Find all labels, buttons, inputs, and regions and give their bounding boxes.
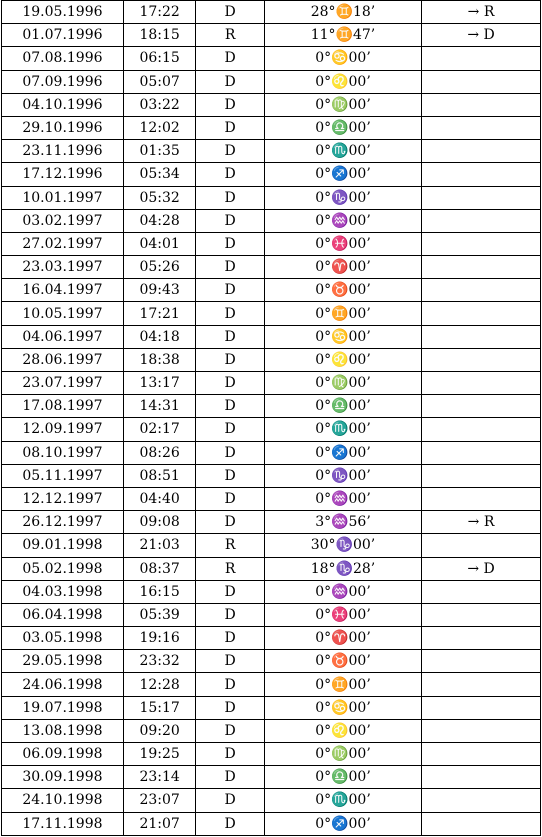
time-cell: 15:17: [123, 696, 196, 719]
note-cell: [422, 650, 541, 673]
table-row: [2, 696, 541, 719]
motion-cell: R: [196, 557, 265, 580]
time-cell: 21:07: [123, 812, 196, 835]
time-cell: 04:40: [123, 487, 196, 510]
time-cell: 02:17: [123, 418, 196, 441]
note-cell: [422, 418, 541, 441]
position-cell: 0°♈00’: [264, 627, 421, 650]
note-cell: [422, 70, 541, 93]
table-row: [2, 1, 541, 24]
date-cell: 29.05.1998: [2, 650, 124, 673]
date-cell: 28.06.1997: [2, 348, 124, 371]
position-cell: 0°♐00’: [264, 441, 421, 464]
table-row: [2, 743, 541, 766]
time-cell: 01:35: [123, 140, 196, 163]
motion-cell: D: [196, 256, 265, 279]
ingress-table-body: [2, 1, 541, 836]
time-cell: 18:38: [123, 348, 196, 371]
note-cell: [422, 256, 541, 279]
motion-cell: D: [196, 372, 265, 395]
motion-cell: D: [196, 673, 265, 696]
motion-cell: D: [196, 743, 265, 766]
note-cell: [422, 232, 541, 255]
table-row: [2, 627, 541, 650]
note-cell: [422, 348, 541, 371]
date-cell: 23.07.1997: [2, 372, 124, 395]
date-cell: 08.10.1997: [2, 441, 124, 464]
position-cell: 0°♋00’: [264, 696, 421, 719]
position-cell: 0°♎00’: [264, 766, 421, 789]
time-cell: 17:21: [123, 302, 196, 325]
motion-cell: D: [196, 464, 265, 487]
time-cell: 14:31: [123, 395, 196, 418]
date-cell: 23.03.1997: [2, 256, 124, 279]
date-cell: 30.09.1998: [2, 766, 124, 789]
position-cell: 0°♍00’: [264, 372, 421, 395]
note-cell: [422, 93, 541, 116]
motion-cell: D: [196, 232, 265, 255]
date-cell: 01.07.1996: [2, 24, 124, 47]
motion-cell: D: [196, 209, 265, 232]
motion-cell: R: [196, 24, 265, 47]
motion-cell: D: [196, 1, 265, 24]
note-cell: [422, 186, 541, 209]
table-row: [2, 232, 541, 255]
table-row: [2, 70, 541, 93]
note-cell: [422, 116, 541, 139]
time-cell: 23:07: [123, 789, 196, 812]
date-cell: 26.12.1997: [2, 511, 124, 534]
time-cell: 05:26: [123, 256, 196, 279]
position-cell: 0°♌00’: [264, 719, 421, 742]
note-cell: [422, 209, 541, 232]
table-row: [2, 140, 541, 163]
note-cell: [422, 534, 541, 557]
note-cell: → D: [422, 557, 541, 580]
time-cell: 19:25: [123, 743, 196, 766]
table-row: [2, 209, 541, 232]
note-cell: [422, 47, 541, 70]
position-cell: 0°♓00’: [264, 232, 421, 255]
date-cell: 23.11.1996: [2, 140, 124, 163]
motion-cell: D: [196, 163, 265, 186]
time-cell: 05:34: [123, 163, 196, 186]
table-row: [2, 47, 541, 70]
motion-cell: D: [196, 603, 265, 626]
note-cell: [422, 487, 541, 510]
date-cell: 04.06.1997: [2, 325, 124, 348]
motion-cell: D: [196, 650, 265, 673]
ingress-table: [1, 0, 541, 836]
position-cell: 0°♏00’: [264, 140, 421, 163]
time-cell: 12:02: [123, 116, 196, 139]
position-cell: 0°♌00’: [264, 70, 421, 93]
note-cell: [422, 743, 541, 766]
motion-cell: D: [196, 47, 265, 70]
time-cell: 23:32: [123, 650, 196, 673]
motion-cell: R: [196, 534, 265, 557]
date-cell: 27.02.1997: [2, 232, 124, 255]
position-cell: 0°♏00’: [264, 418, 421, 441]
table-row: [2, 325, 541, 348]
date-cell: 17.12.1996: [2, 163, 124, 186]
position-cell: 0°♎00’: [264, 116, 421, 139]
time-cell: 19:16: [123, 627, 196, 650]
note-cell: [422, 812, 541, 835]
motion-cell: D: [196, 627, 265, 650]
table-row: [2, 116, 541, 139]
note-cell: [422, 441, 541, 464]
position-cell: 0°♒00’: [264, 209, 421, 232]
date-cell: 07.08.1996: [2, 47, 124, 70]
table-row: [2, 557, 541, 580]
time-cell: 05:07: [123, 70, 196, 93]
motion-cell: D: [196, 302, 265, 325]
date-cell: 17.11.1998: [2, 812, 124, 835]
table-row: [2, 580, 541, 603]
time-cell: 09:08: [123, 511, 196, 534]
date-cell: 07.09.1996: [2, 70, 124, 93]
date-cell: 19.05.1996: [2, 1, 124, 24]
note-cell: [422, 580, 541, 603]
position-cell: 0°♑00’: [264, 186, 421, 209]
date-cell: 03.05.1998: [2, 627, 124, 650]
date-cell: 24.10.1998: [2, 789, 124, 812]
motion-cell: D: [196, 487, 265, 510]
time-cell: 09:43: [123, 279, 196, 302]
time-cell: 05:32: [123, 186, 196, 209]
motion-cell: D: [196, 140, 265, 163]
note-cell: [422, 372, 541, 395]
motion-cell: D: [196, 580, 265, 603]
note-cell: → R: [422, 511, 541, 534]
time-cell: 04:28: [123, 209, 196, 232]
position-cell: 3°♒56’: [264, 511, 421, 534]
time-cell: 06:15: [123, 47, 196, 70]
table-row: [2, 395, 541, 418]
position-cell: 0°♌00’: [264, 348, 421, 371]
motion-cell: D: [196, 348, 265, 371]
note-cell: [422, 325, 541, 348]
table-row: [2, 719, 541, 742]
table-row: [2, 418, 541, 441]
note-cell: [422, 279, 541, 302]
table-row: [2, 650, 541, 673]
position-cell: 18°♑28’: [264, 557, 421, 580]
motion-cell: D: [196, 325, 265, 348]
date-cell: 09.01.1998: [2, 534, 124, 557]
table-row: [2, 279, 541, 302]
motion-cell: D: [196, 511, 265, 534]
time-cell: 12:28: [123, 673, 196, 696]
position-cell: 0°♑00’: [264, 464, 421, 487]
note-cell: → R: [422, 1, 541, 24]
time-cell: 08:51: [123, 464, 196, 487]
position-cell: 0°♉00’: [264, 279, 421, 302]
motion-cell: D: [196, 719, 265, 742]
table-row: [2, 256, 541, 279]
date-cell: 05.02.1998: [2, 557, 124, 580]
note-cell: [422, 302, 541, 325]
position-cell: 0°♊00’: [264, 302, 421, 325]
date-cell: 16.04.1997: [2, 279, 124, 302]
position-cell: 0°♍00’: [264, 743, 421, 766]
position-cell: 30°♑00’: [264, 534, 421, 557]
table-row: [2, 24, 541, 47]
time-cell: 09:20: [123, 719, 196, 742]
motion-cell: D: [196, 70, 265, 93]
note-cell: [422, 627, 541, 650]
table-row: [2, 766, 541, 789]
table-row: [2, 789, 541, 812]
position-cell: 0°♋00’: [264, 47, 421, 70]
time-cell: 04:01: [123, 232, 196, 255]
table-row: [2, 603, 541, 626]
note-cell: [422, 140, 541, 163]
table-row: [2, 163, 541, 186]
position-cell: 0°♋00’: [264, 325, 421, 348]
time-cell: 03:22: [123, 93, 196, 116]
date-cell: 10.01.1997: [2, 186, 124, 209]
date-cell: 04.10.1996: [2, 93, 124, 116]
date-cell: 06.09.1998: [2, 743, 124, 766]
note-cell: [422, 719, 541, 742]
table-row: [2, 812, 541, 835]
position-cell: 0°♎00’: [264, 395, 421, 418]
date-cell: 03.02.1997: [2, 209, 124, 232]
position-cell: 0°♐00’: [264, 163, 421, 186]
position-cell: 0°♓00’: [264, 603, 421, 626]
note-cell: [422, 789, 541, 812]
motion-cell: D: [196, 441, 265, 464]
time-cell: 04:18: [123, 325, 196, 348]
motion-cell: D: [196, 395, 265, 418]
position-cell: 0°♈00’: [264, 256, 421, 279]
date-cell: 29.10.1996: [2, 116, 124, 139]
motion-cell: D: [196, 789, 265, 812]
table-row: [2, 441, 541, 464]
time-cell: 08:37: [123, 557, 196, 580]
note-cell: [422, 673, 541, 696]
table-row: [2, 511, 541, 534]
time-cell: 21:03: [123, 534, 196, 557]
position-cell: 0°♒00’: [264, 487, 421, 510]
position-cell: 0°♉00’: [264, 650, 421, 673]
table-row: [2, 186, 541, 209]
table-row: [2, 372, 541, 395]
table-row: [2, 673, 541, 696]
table-row: [2, 93, 541, 116]
note-cell: [422, 395, 541, 418]
note-cell: [422, 696, 541, 719]
table-row: [2, 534, 541, 557]
position-cell: 11°♊47’: [264, 24, 421, 47]
position-cell: 0°♒00’: [264, 580, 421, 603]
position-cell: 0°♏00’: [264, 789, 421, 812]
position-cell: 0°♍00’: [264, 93, 421, 116]
table-row: [2, 348, 541, 371]
motion-cell: D: [196, 812, 265, 835]
table-row: [2, 464, 541, 487]
date-cell: 05.11.1997: [2, 464, 124, 487]
date-cell: 17.08.1997: [2, 395, 124, 418]
time-cell: 17:22: [123, 1, 196, 24]
motion-cell: D: [196, 418, 265, 441]
date-cell: 24.06.1998: [2, 673, 124, 696]
motion-cell: D: [196, 696, 265, 719]
motion-cell: D: [196, 279, 265, 302]
table-row: [2, 302, 541, 325]
date-cell: 13.08.1998: [2, 719, 124, 742]
time-cell: 05:39: [123, 603, 196, 626]
time-cell: 16:15: [123, 580, 196, 603]
time-cell: 08:26: [123, 441, 196, 464]
date-cell: 06.04.1998: [2, 603, 124, 626]
table-row: [2, 487, 541, 510]
date-cell: 12.09.1997: [2, 418, 124, 441]
time-cell: 13:17: [123, 372, 196, 395]
position-cell: 0°♐00’: [264, 812, 421, 835]
note-cell: [422, 766, 541, 789]
note-cell: [422, 163, 541, 186]
date-cell: 12.12.1997: [2, 487, 124, 510]
position-cell: 0°♊00’: [264, 673, 421, 696]
motion-cell: D: [196, 93, 265, 116]
note-cell: [422, 603, 541, 626]
note-cell: [422, 464, 541, 487]
note-cell: → D: [422, 24, 541, 47]
motion-cell: D: [196, 186, 265, 209]
motion-cell: D: [196, 766, 265, 789]
position-cell: 28°♊18’: [264, 1, 421, 24]
date-cell: 04.03.1998: [2, 580, 124, 603]
date-cell: 19.07.1998: [2, 696, 124, 719]
time-cell: 23:14: [123, 766, 196, 789]
date-cell: 10.05.1997: [2, 302, 124, 325]
time-cell: 18:15: [123, 24, 196, 47]
motion-cell: D: [196, 116, 265, 139]
